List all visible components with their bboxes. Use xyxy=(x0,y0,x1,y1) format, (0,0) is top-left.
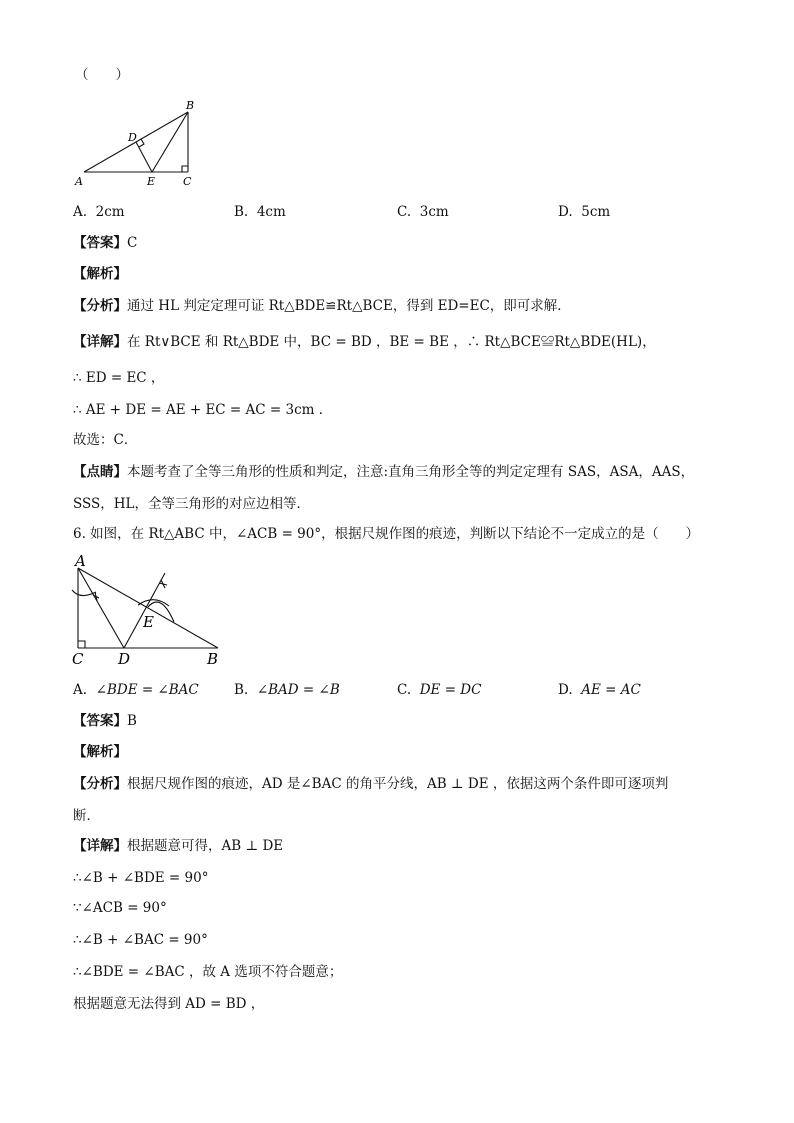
q5-option-b: B. 4cm xyxy=(234,204,286,220)
right-angle-mark-c xyxy=(78,641,85,648)
q5-dianjing-2: SSS，HL，全等三角形的对应边相等． xyxy=(73,496,311,512)
q6-fenxi: 【分析】根据尺规作图的痕迹，AD 是∠BAC 的角平分线，AB ⊥ DE ，依据这两个条件即可逐项判 xyxy=(73,776,669,792)
label-c: C xyxy=(183,175,192,188)
q5-step2: ∴ AE + DE = AE + EC = AC = 3cm ． xyxy=(73,402,333,418)
q6-fenxi-2: 断． xyxy=(73,808,100,824)
q5-option-c: C. 3cm xyxy=(397,204,449,220)
label-a: A xyxy=(75,175,83,188)
q6-option-d: D. AE = AC xyxy=(558,682,641,698)
q6-stem: 6. 如图，在 Rt△ABC 中，∠ACB = 90°，根据尺规作图的痕迹，判断以下结论不一定成立的是（ ） xyxy=(73,526,700,542)
q5-option-d: D. 5cm xyxy=(558,204,611,220)
label-b: B xyxy=(186,99,195,112)
q5-choose: 故选：C． xyxy=(73,432,138,448)
label-e: E xyxy=(143,613,154,631)
q6-step5: 根据题意无法得到 AD = BD ， xyxy=(73,996,265,1012)
segment-be xyxy=(152,112,188,172)
q5-answer: 【答案】C xyxy=(73,235,138,251)
q6-option-b: B. ∠BAD = ∠B xyxy=(234,682,340,698)
q6-option-c: C. DE = DC xyxy=(397,682,482,698)
q5-xiangjie: 【详解】在 Rt∨BCE 和 Rt△BDE 中，BC = BD ，BE = BE ，∴ Rt△BCE≌Rt△BDE(HL)， xyxy=(73,334,656,350)
q6-step2: ∵∠ACB = 90° xyxy=(73,900,167,916)
q6-step1: ∴∠B + ∠BDE = 90° xyxy=(73,870,209,886)
q6-xiangjie: 【详解】根据题意可得，AB ⊥ DE xyxy=(73,838,284,854)
segment-de xyxy=(136,142,152,172)
q6-figure xyxy=(66,550,231,670)
q5-analysis-tag: 【解析】 xyxy=(73,266,127,282)
label-d: D xyxy=(128,131,137,144)
q6-step3: ∴∠B + ∠BAC = 90° xyxy=(73,932,208,948)
q5-figure xyxy=(70,95,210,190)
label-e: E xyxy=(147,175,156,188)
q6-step4: ∴∠BDE = ∠BAC ，故 A 选项不符合题意； xyxy=(73,964,343,980)
label-b: B xyxy=(207,650,219,668)
label-c: C xyxy=(72,650,84,668)
segment-de xyxy=(124,573,165,648)
q6-answer: 【答案】B xyxy=(73,713,137,729)
q5-stem-tail: （ ） xyxy=(75,67,129,83)
q5-step1: ∴ ED = EC ， xyxy=(73,370,165,386)
label-a: A xyxy=(75,552,86,570)
segment-ad xyxy=(78,568,124,648)
label-d: D xyxy=(118,650,131,668)
segment-ab xyxy=(78,568,218,648)
q5-fenxi: 【分析】通过 HL 判定定理可证 Rt△BDE≌Rt△BCE，得到 ED=EC，即可求解． xyxy=(73,298,571,314)
q5-option-a: A. 2cm xyxy=(73,204,125,220)
q5-dianjing: 【点睛】本题考查了全等三角形的性质和判定，注意:直角三角形全等的判定定理有 SAS，ASA，AAS， xyxy=(73,464,695,480)
right-angle-mark-c xyxy=(182,166,188,172)
q6-option-a: A. ∠BDE = ∠BAC xyxy=(73,682,199,698)
q6-analysis-tag: 【解析】 xyxy=(73,744,127,760)
